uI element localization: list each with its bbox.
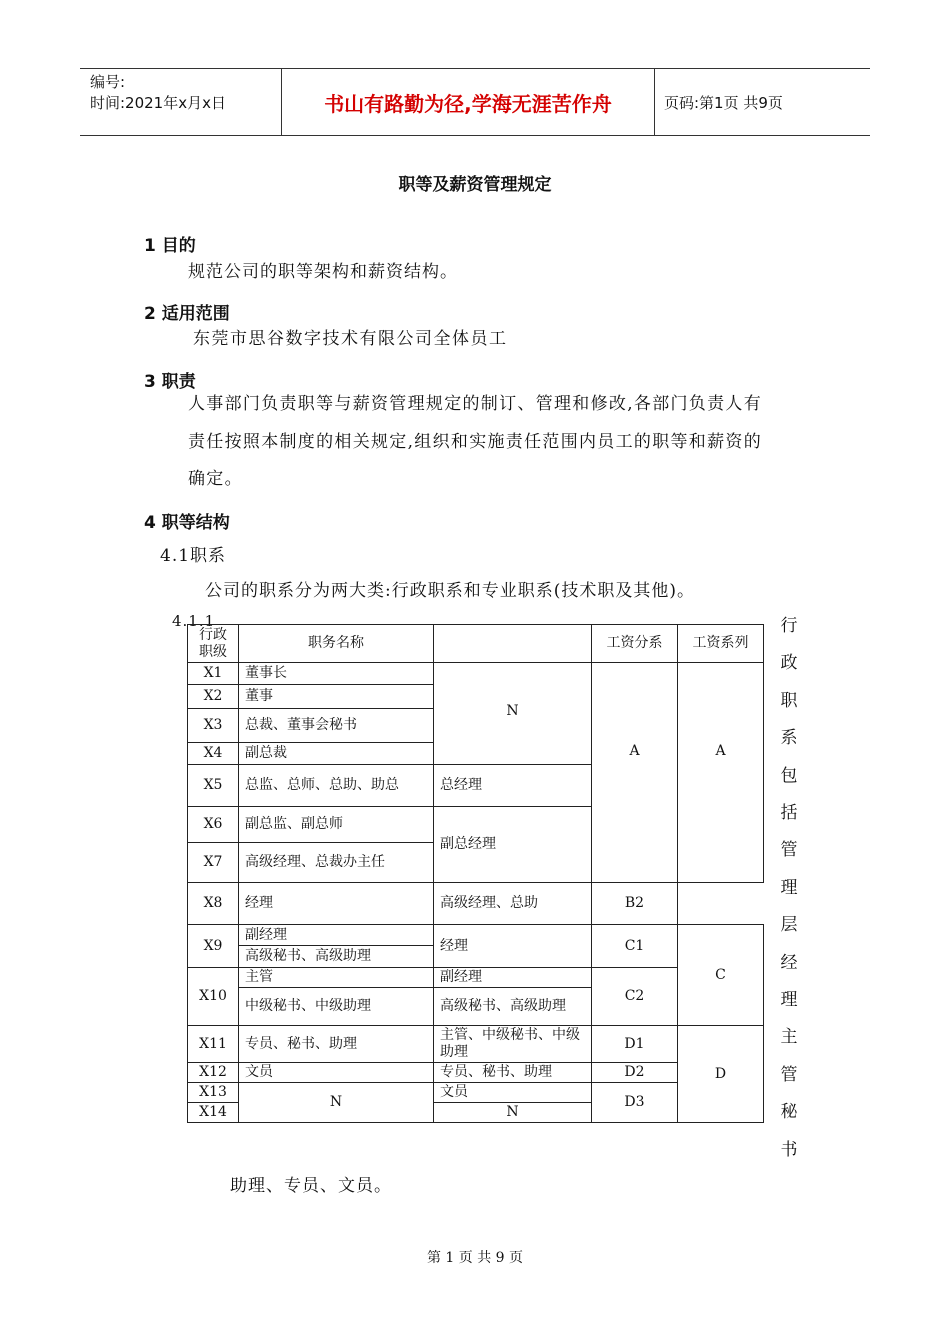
- vertical-char: 层: [780, 915, 798, 936]
- vertical-char: 主: [780, 1027, 798, 1048]
- table-header-row: [188, 625, 764, 663]
- title-cell: 总裁、董事会秘书: [239, 709, 434, 743]
- salary-class-cell: D1: [592, 1026, 678, 1063]
- header-salary-series: 工资系列: [678, 625, 764, 663]
- salary-series-cell: A: [678, 663, 764, 883]
- vertical-char: 管: [780, 1064, 798, 1085]
- grade-cell: X13: [188, 1083, 239, 1103]
- equiv-cell: 专员、秘书、助理: [434, 1063, 592, 1083]
- vertical-char: 管: [780, 840, 798, 861]
- section-3-line: 确定。: [188, 469, 243, 489]
- vertical-char: 政: [780, 653, 798, 674]
- section-4-1-subheading: 4.1职系: [160, 546, 227, 566]
- vertical-char: 秘: [780, 1102, 798, 1123]
- header-salary-class: 工资分系: [592, 625, 678, 663]
- title-cell: 董事长: [239, 663, 434, 685]
- salary-class-cell: A: [592, 663, 678, 883]
- equiv-cell: 经理: [434, 925, 592, 968]
- section-2-text: 东莞市思谷数字技术有限公司全体员工: [193, 329, 508, 349]
- equiv-cell: 副总经理: [434, 807, 592, 883]
- grade-cell: X6: [188, 807, 239, 843]
- vertical-char: 包: [780, 765, 798, 786]
- vertical-char: 行: [780, 616, 798, 636]
- section-1-text: 规范公司的职等架构和薪资结构。: [188, 262, 458, 282]
- doc-time-label: 时间:2021年x月x日: [90, 94, 226, 112]
- vertical-char: 职: [780, 690, 798, 711]
- grade-cell: X2: [188, 685, 239, 709]
- grade-cell: X14: [188, 1103, 239, 1123]
- equiv-cell: 高级经理、总助: [434, 883, 592, 925]
- vertical-char: 理: [780, 990, 798, 1011]
- header-grade: 行政 职级: [188, 625, 239, 663]
- salary-class-cell: C2: [592, 968, 678, 1026]
- table-row: [188, 1026, 764, 1063]
- title-cell: 高级秘书、高级助理: [239, 946, 434, 968]
- section-4-1-1-tail: 助理、专员、文员。: [230, 1176, 392, 1196]
- section-4-1-text: 公司的职系分为两大类:行政职系和专业职系(技术职及其他)。: [205, 581, 695, 601]
- header-blank: [434, 625, 592, 663]
- title-cell: 总监、总师、总助、助总: [239, 765, 434, 807]
- equiv-cell: 副经理: [434, 968, 592, 988]
- vertical-char: 理: [780, 877, 798, 898]
- table-row: [188, 968, 764, 988]
- grade-structure-table: [187, 624, 764, 1123]
- title-cell: 副总裁: [239, 743, 434, 765]
- grade-cell: X10: [188, 968, 239, 1026]
- vertical-text-column: [778, 608, 800, 1169]
- section-3-line: 人事部门负责职等与薪资管理规定的制订、管理和修改,各部门负责人有: [188, 394, 763, 414]
- title-cell: 主管: [239, 968, 434, 988]
- salary-series-cell: C: [678, 925, 764, 1026]
- header-motto: 书山有路勤为径,学海无涯苦作舟: [324, 91, 612, 116]
- document-title: 职等及薪资管理规定: [398, 175, 552, 195]
- title-cell: N: [239, 1083, 434, 1123]
- equiv-cell: 总经理: [434, 765, 592, 807]
- salary-class-cell: B2: [592, 883, 678, 925]
- title-cell: 高级经理、总裁办主任: [239, 843, 434, 883]
- salary-series-cell: D: [678, 1026, 764, 1123]
- section-4-1-1-label: 4.1.1: [172, 612, 216, 630]
- grade-cell: X3: [188, 709, 239, 743]
- title-cell: 专员、秘书、助理: [239, 1026, 434, 1063]
- table-row: [188, 1063, 764, 1083]
- page-footer: 第 1 页 共 9 页: [426, 1250, 524, 1266]
- vertical-char: 经: [780, 952, 798, 973]
- header-title: 职务名称: [239, 625, 434, 663]
- header-divider-right: [654, 68, 655, 136]
- equiv-cell: N: [434, 663, 592, 765]
- vertical-char: 书: [780, 1139, 798, 1160]
- header-meta: [90, 72, 226, 114]
- grade-cell: X9: [188, 925, 239, 968]
- section-3-line: 责任按照本制度的相关规定,组织和实施责任范围内员工的职等和薪资的: [188, 431, 763, 452]
- section-3-heading: 3 职责: [144, 372, 196, 392]
- table-row: [188, 925, 764, 946]
- title-cell: 中级秘书、中级助理: [239, 988, 434, 1026]
- section-3-body: [188, 386, 808, 499]
- grade-cell: X8: [188, 883, 239, 925]
- grade-cell: X1: [188, 663, 239, 685]
- title-cell: 副总监、副总师: [239, 807, 434, 843]
- table-row: [188, 1083, 764, 1103]
- equiv-cell: N: [434, 1103, 592, 1123]
- salary-class-cell: C1: [592, 925, 678, 968]
- equiv-cell: 主管、中级秘书、中级助理: [434, 1026, 592, 1063]
- equiv-cell: 高级秘书、高级助理: [434, 988, 592, 1026]
- salary-class-cell: D2: [592, 1063, 678, 1083]
- doc-number-label: 编号:: [90, 73, 126, 91]
- title-cell: 文员: [239, 1063, 434, 1083]
- section-2-heading: 2 适用范围: [144, 304, 230, 324]
- grade-cell: X7: [188, 843, 239, 883]
- grade-cell: X5: [188, 765, 239, 807]
- section-1-heading: 1 目的: [144, 236, 196, 256]
- equiv-cell: 文员: [434, 1083, 592, 1103]
- section-4-heading: 4 职等结构: [144, 513, 230, 533]
- vertical-char: 系: [780, 728, 798, 749]
- vertical-char: 括: [780, 803, 798, 824]
- grade-cell: X11: [188, 1026, 239, 1063]
- grade-cell: X4: [188, 743, 239, 765]
- salary-class-cell: D3: [592, 1083, 678, 1123]
- title-cell: 经理: [239, 883, 434, 925]
- table-row: [188, 663, 764, 685]
- title-cell: 副经理: [239, 925, 434, 946]
- table-row: [188, 883, 764, 925]
- header-page-number: 页码:第1页 共9页: [664, 94, 783, 112]
- title-cell: 董事: [239, 685, 434, 709]
- grade-cell: X12: [188, 1063, 239, 1083]
